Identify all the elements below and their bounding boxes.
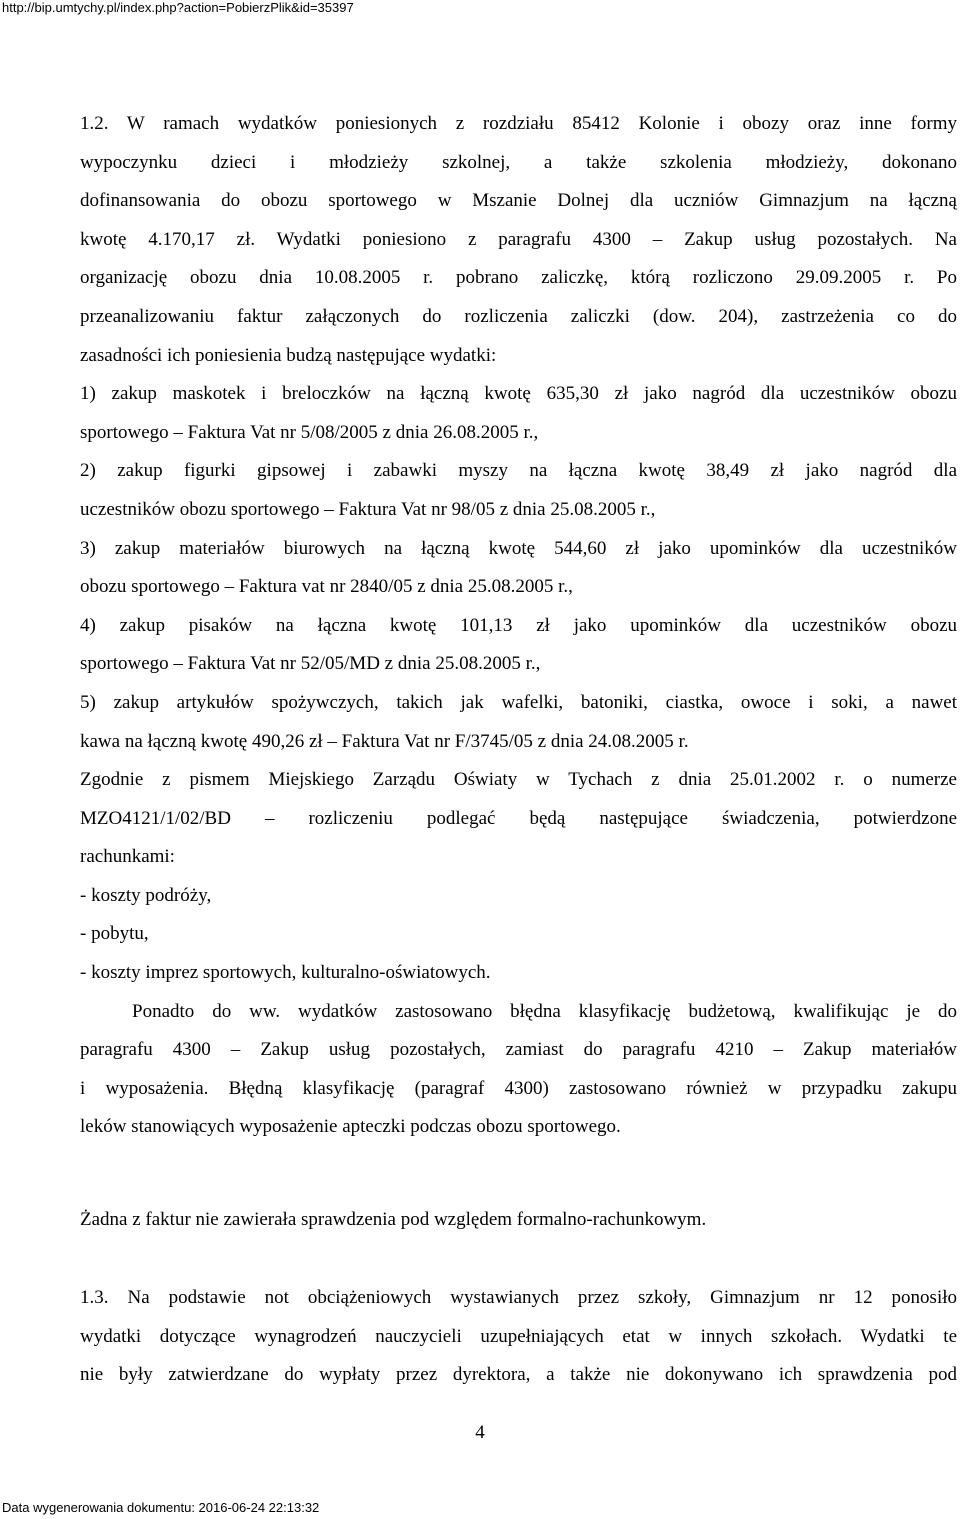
text-line: - pobytu, xyxy=(80,923,149,945)
text-line: wypoczynku dzieci i młodzieży szkolnej, a także szkolenia młodzieży, dokonano xyxy=(80,151,957,173)
text-line: sportowego – Faktura Vat nr 5/08/2005 z dnia 26.08.2005 r., xyxy=(80,421,539,443)
text-line: przeanalizowaniu faktur załączonych do rozliczenia zaliczki (dow. 204), zastrzeżenia co do xyxy=(80,305,957,327)
text-line: organizację obozu dnia 10.08.2005 r. pobrano zaliczkę, którą rozliczono 29.09.2005 r. Po xyxy=(80,267,957,289)
text-line: Ponadto do ww. wydatków zastosowano błędna klasyfikację budżetową, kwalifikując je do xyxy=(132,1000,957,1022)
text-line: - koszty imprez sportowych, kulturalno-oświatowych. xyxy=(80,962,491,984)
text-line: leków stanowiących wyposażenie apteczki podczas obozu sportowego. xyxy=(80,1116,621,1138)
text-line: Zgodnie z pismem Miejskiego Zarządu Oświaty w Tychach z dnia 25.01.2002 r. o numerze xyxy=(80,769,957,791)
text-line: 1.3. Na podstawie not obciążeniowych wystawianych przez szkoły, Gimnazjum nr 12 ponosiło xyxy=(80,1287,957,1308)
text-line: kwotę 4.170,17 zł. Wydatki poniesiono z paragrafu 4300 – Zakup usług pozostałych. Na xyxy=(80,228,957,250)
text-line: 1) zakup maskotek i breloczków na łączną kwotę 635,30 zł jako nagród dla uczestników obozu xyxy=(80,383,957,405)
text-line: 1.2. W ramach wydatków poniesionych z rozdziału 85412 Kolonie i obozy oraz inne formy xyxy=(80,113,957,134)
text-line: wydatki dotyczące wynagrodzeń nauczycieli uzupełniających etat w innych szkołach. Wydatki te xyxy=(80,1325,957,1347)
text-line: paragrafu 4300 – Zakup usług pozostałych, zamiast do paragrafu 4210 – Zakup materiałów xyxy=(80,1039,957,1061)
text-line: dofinansowania do obozu sportowego w Mszanie Dolnej dla uczniów Gimnazjum na łączną xyxy=(80,190,957,212)
text-line: MZO4121/1/02/BD – rozliczeniu podlegać będą następujące świadczenia, potwierdzone xyxy=(80,807,957,829)
text-line: uczestników obozu sportowego – Faktura Vat nr 98/05 z dnia 25.08.2005 r., xyxy=(80,498,656,520)
text-line: nie były zatwierdzane do wypłaty przez dyrektora, a także nie dokonywano ich sprawdzenia pod xyxy=(80,1364,957,1386)
text-line: 3) zakup materiałów biurowych na łączną kwotę 544,60 zł jako upominków dla uczestników xyxy=(80,537,957,559)
text-line: 5) zakup artykułów spożywczych, takich jak wafelki, batoniki, ciastka, owoce i soki, a nawet xyxy=(80,691,957,713)
text-line: rachunkami: xyxy=(80,846,175,868)
text-line: Żadna z faktur nie zawierała sprawdzenia pod względem formalno-rachunkowym. xyxy=(80,1209,707,1230)
generation-date-footer: Data wygenerowania dokumentu: 2016-06-24 22:13:32 xyxy=(2,1500,320,1515)
page-number: 4 xyxy=(475,1422,485,1443)
body-text-block-3 xyxy=(80,1279,957,1395)
text-line: zasadności ich poniesienia budzą następujące wydatki: xyxy=(80,344,497,366)
source-url: http://bip.umtychy.pl/index.php?action=PobierzPlik&id=35397 xyxy=(2,0,354,15)
body-text-block-2 xyxy=(80,1201,957,1240)
text-line: obozu sportowego – Faktura vat nr 2840/05 z dnia 25.08.2005 r., xyxy=(80,576,573,598)
body-text-block-1 xyxy=(80,105,957,1147)
text-line: kawa na łączną kwotę 490,26 zł – Faktura Vat nr F/3745/05 z dnia 24.08.2005 r. xyxy=(80,730,689,752)
text-line: i wyposażenia. Błędną klasyfikację (paragraf 4300) zastosowano również w przypadku zakupu xyxy=(80,1077,957,1099)
text-line: 2) zakup figurki gipsowej i zabawki myszy na łączna kwotę 38,49 zł jako nagród dla xyxy=(80,460,957,482)
text-line: - koszty podróży, xyxy=(80,884,212,906)
text-line: 4) zakup pisaków na łączna kwotę 101,13 zł jako upominków dla uczestników obozu xyxy=(80,614,957,636)
text-line: sportowego – Faktura Vat nr 52/05/MD z dnia 25.08.2005 r., xyxy=(80,653,541,675)
